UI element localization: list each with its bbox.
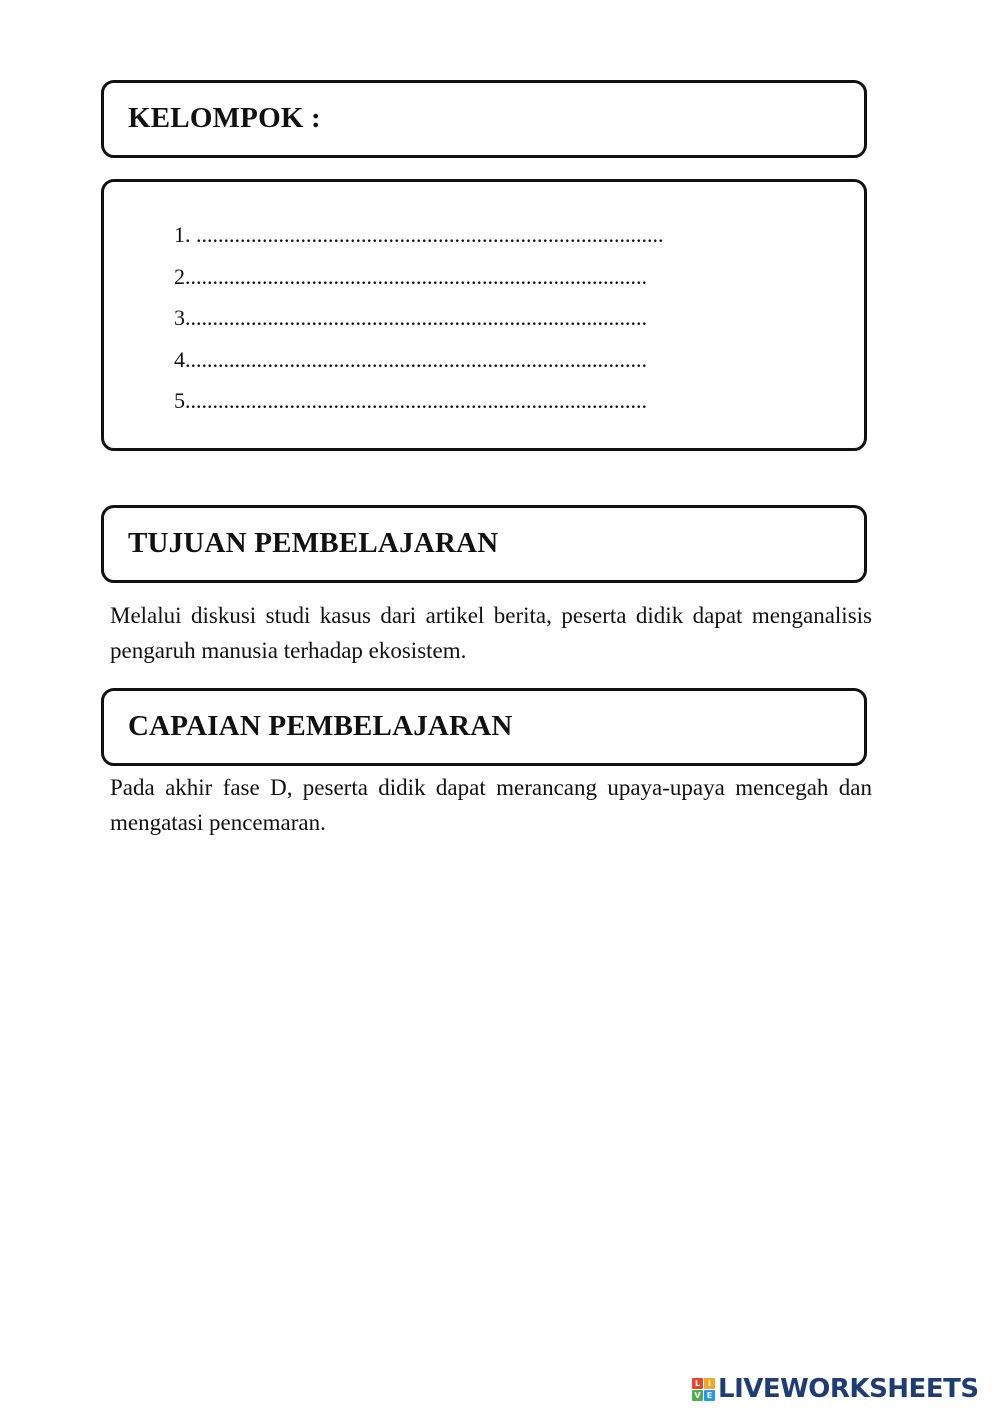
logo-cell-i: I: [704, 1378, 715, 1389]
liveworksheets-brand: LIVEWORKSHEETS: [718, 1374, 979, 1404]
member-line-4[interactable]: 4....................................................................................: [174, 346, 647, 372]
member-line-5[interactable]: 5....................................................................................: [174, 388, 647, 413]
members-box: [101, 179, 867, 451]
capaian-box: [101, 688, 867, 766]
tujuan-box: [101, 505, 867, 583]
tujuan-title: TUJUAN PEMBELAJARAN: [128, 527, 499, 559]
kelompok-box: [101, 80, 867, 158]
members-list: [174, 214, 664, 422]
logo-cell-v: V: [692, 1390, 703, 1401]
member-line-3[interactable]: 3....................................................................................: [174, 305, 647, 330]
kelompok-title: KELOMPOK :: [128, 102, 321, 134]
capaian-text: Pada akhir fase D, peserta didik dapat merancang upaya-upaya mencegah dan mengatasi pencemaran.: [110, 775, 872, 835]
logo-cell-l: L: [692, 1378, 703, 1389]
liveworksheets-watermark: [692, 1373, 979, 1405]
liveworksheets-logo-icon: [692, 1378, 715, 1401]
tujuan-text: Melalui diskusi studi kasus dari artikel berita, peserta didik dapat menganalisis pengaruh manusia terhadap ekosistem.: [110, 603, 872, 663]
member-line-2[interactable]: 2....................................................................................: [174, 263, 647, 289]
capaian-title: CAPAIAN PEMBELAJARAN: [128, 710, 513, 742]
logo-cell-e: E: [704, 1390, 715, 1401]
member-line-1[interactable]: 1. .....................................................................................: [174, 222, 664, 247]
